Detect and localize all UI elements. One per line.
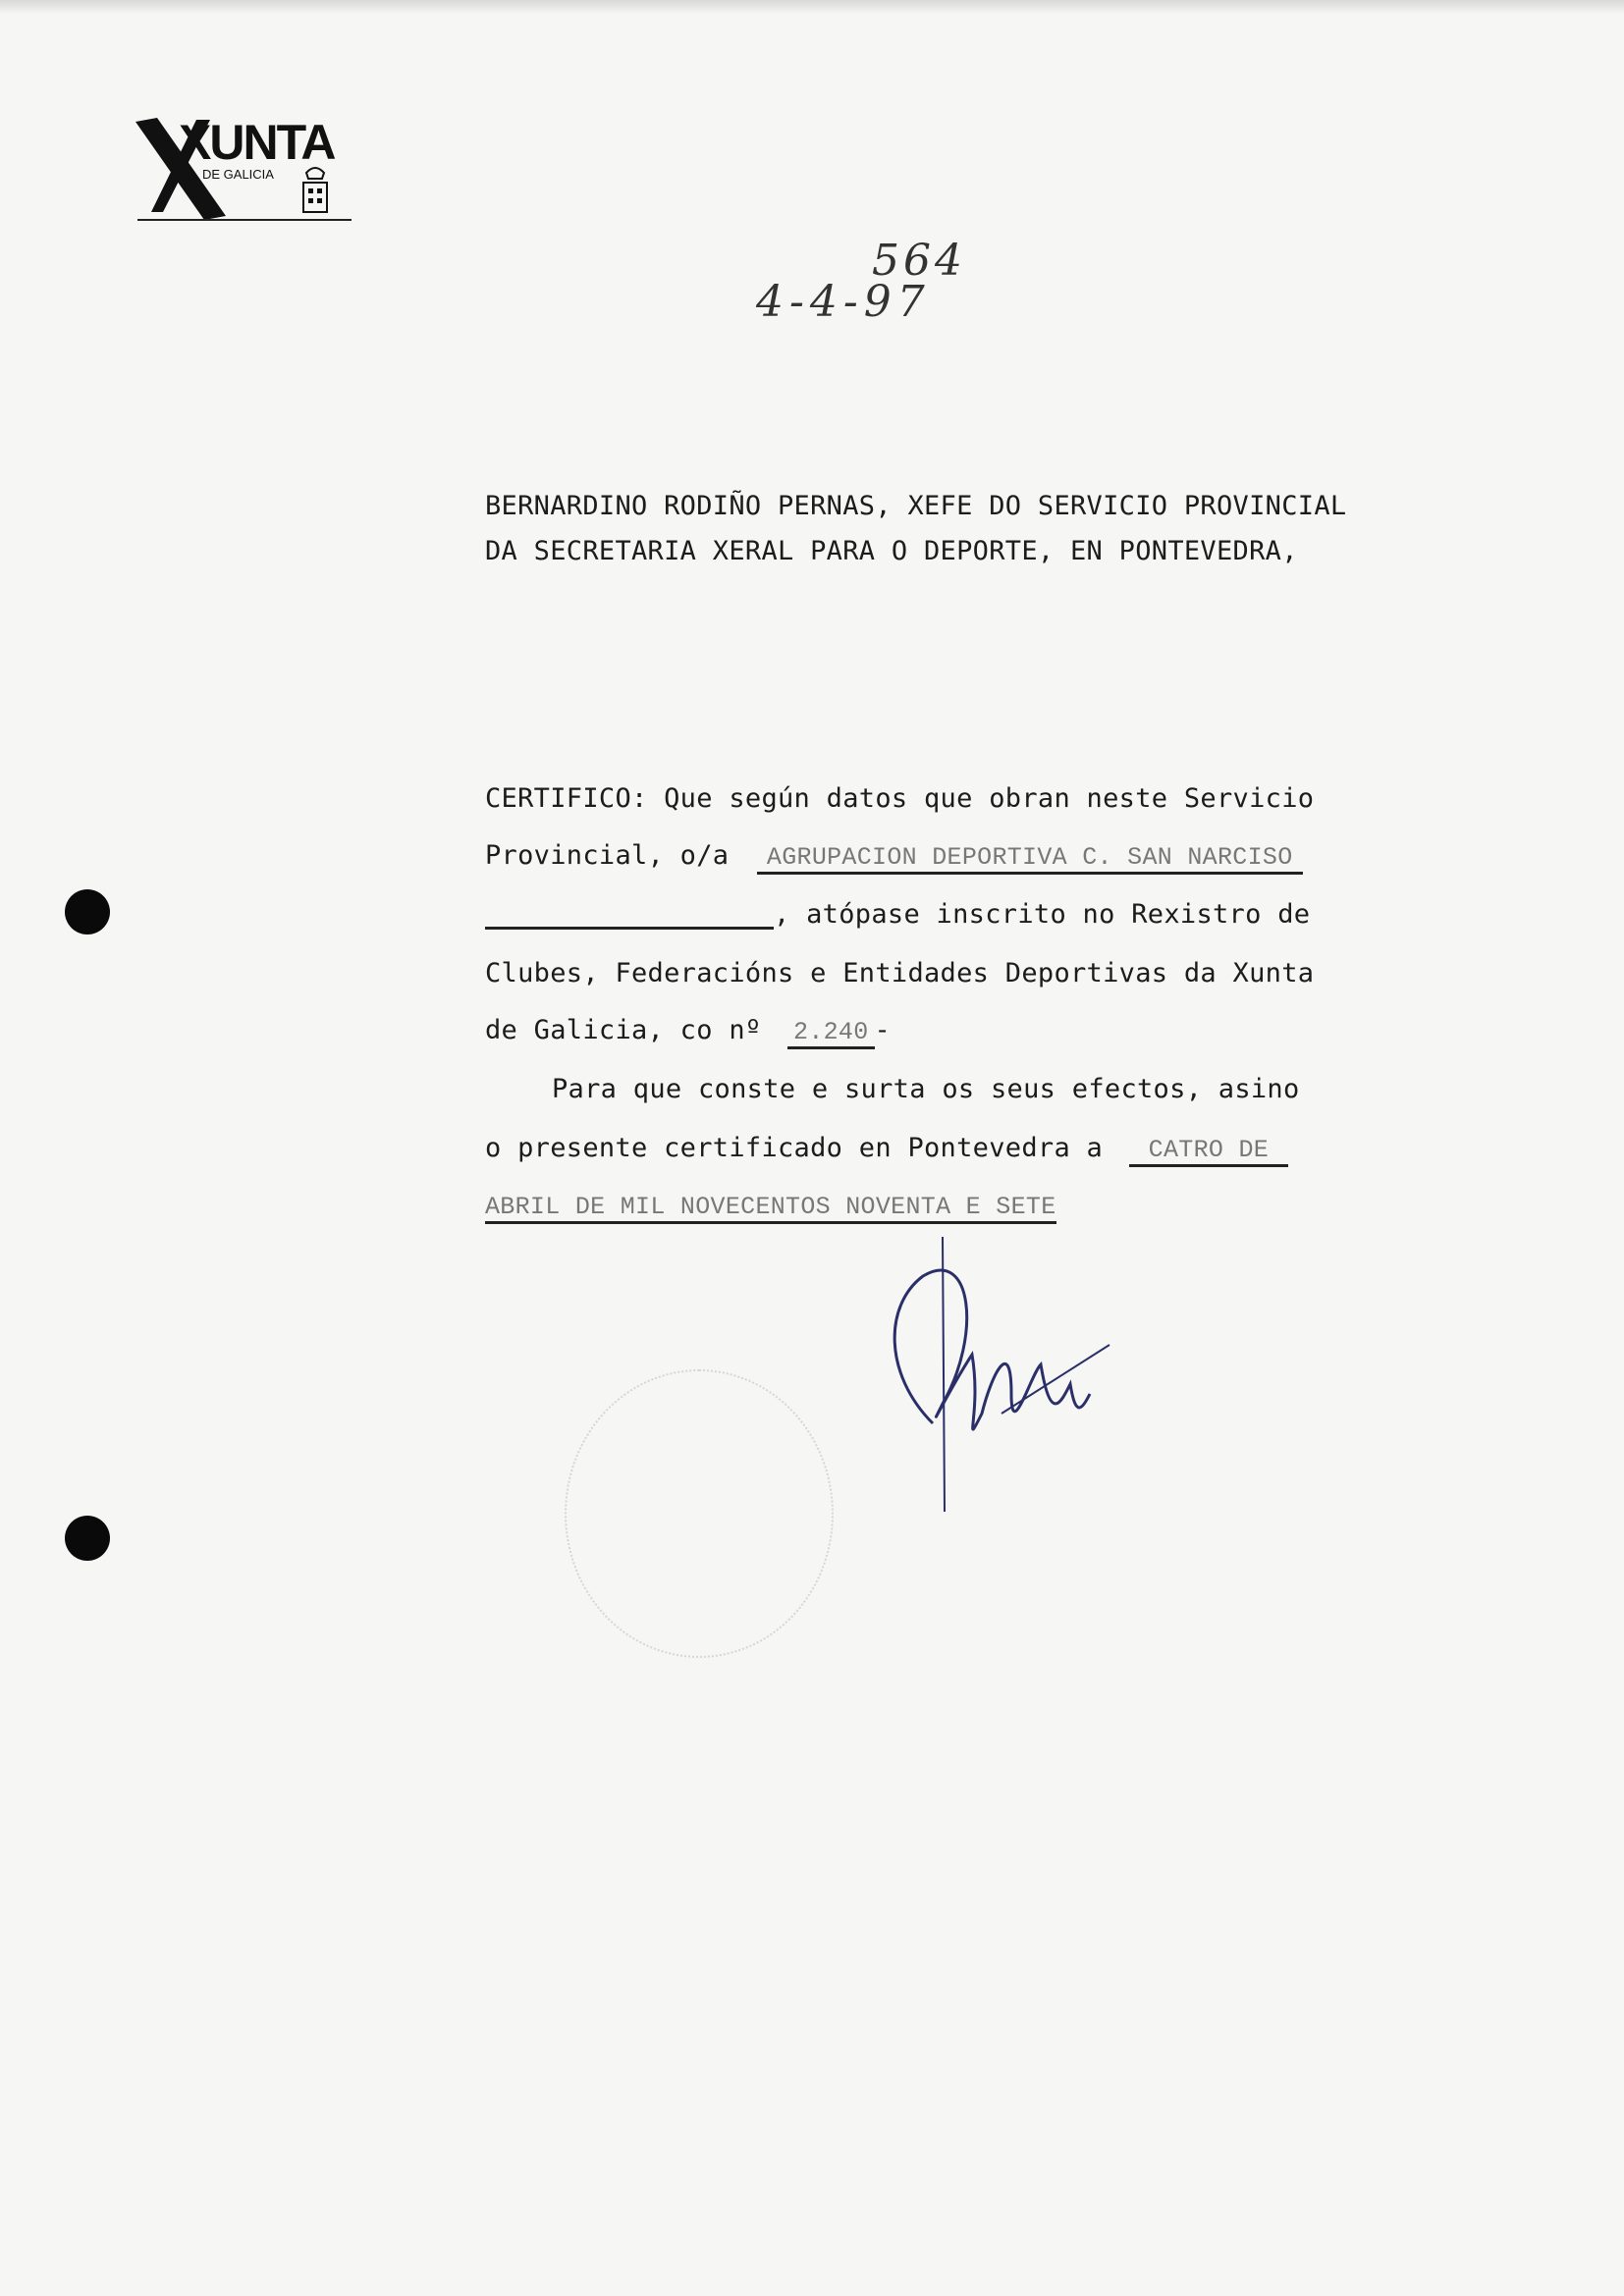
logo-brand: XUNTA xyxy=(179,115,335,170)
clubes-line: Clubes, Federacións e Entidades Deportivas da Xunta xyxy=(485,958,1315,988)
header-line-2: DA SECRETARIA XERAL PARA O DEPORTE, EN PONTEVEDRA, xyxy=(485,536,1298,566)
provincial-prefix: Provincial, o/a xyxy=(485,840,730,871)
para-line: Para que conste e surta os seus efectos, asino xyxy=(552,1074,1300,1104)
register-number-field xyxy=(787,1015,875,1049)
logo-sub: DE GALICIA xyxy=(202,167,274,182)
date-field-1 xyxy=(1129,1133,1288,1167)
logo-underline xyxy=(137,219,352,221)
galicia-line xyxy=(485,1015,891,1049)
certifico-line: CERTIFICO: Que según datos que obran neste Servicio xyxy=(485,783,1315,814)
handwritten-signature xyxy=(864,1217,1119,1541)
punch-hole-bottom xyxy=(65,1516,110,1561)
register-suffix: - xyxy=(874,1015,892,1045)
entity-name: AGRUPACION DEPORTIVA C. SAN NARCISO xyxy=(766,843,1293,872)
scan-shadow xyxy=(0,0,1624,14)
header-line-1: BERNARDINO RODIÑO PERNAS, XEFE DO SERVICIO PROVINCIAL xyxy=(485,491,1347,521)
punch-hole-top xyxy=(65,889,110,934)
date-part-2: ABRIL DE MIL NOVECENTOS NOVENTA E SETE xyxy=(485,1193,1056,1221)
handwritten-number: 564 xyxy=(872,236,966,286)
presente-prefix: o presente certificado en Pontevedra a xyxy=(485,1133,1104,1163)
handwritten-date: 4-4-97 xyxy=(756,277,931,327)
date-part-1: CATRO DE xyxy=(1148,1136,1270,1164)
registered-line xyxy=(485,899,1310,930)
galicia-prefix: de Galicia, co nº xyxy=(485,1015,762,1045)
register-number: 2.240 xyxy=(793,1018,869,1046)
xunta-logo xyxy=(128,110,342,222)
presente-line xyxy=(485,1133,1288,1167)
galicia-crest-icon xyxy=(300,163,330,214)
faded-seal-stamp xyxy=(565,1369,834,1658)
entity-continuation-field xyxy=(485,899,774,930)
provincial-line xyxy=(485,840,1303,875)
registered-text: , atópase inscrito no Rexistro de xyxy=(774,899,1311,930)
entity-field xyxy=(757,840,1303,875)
